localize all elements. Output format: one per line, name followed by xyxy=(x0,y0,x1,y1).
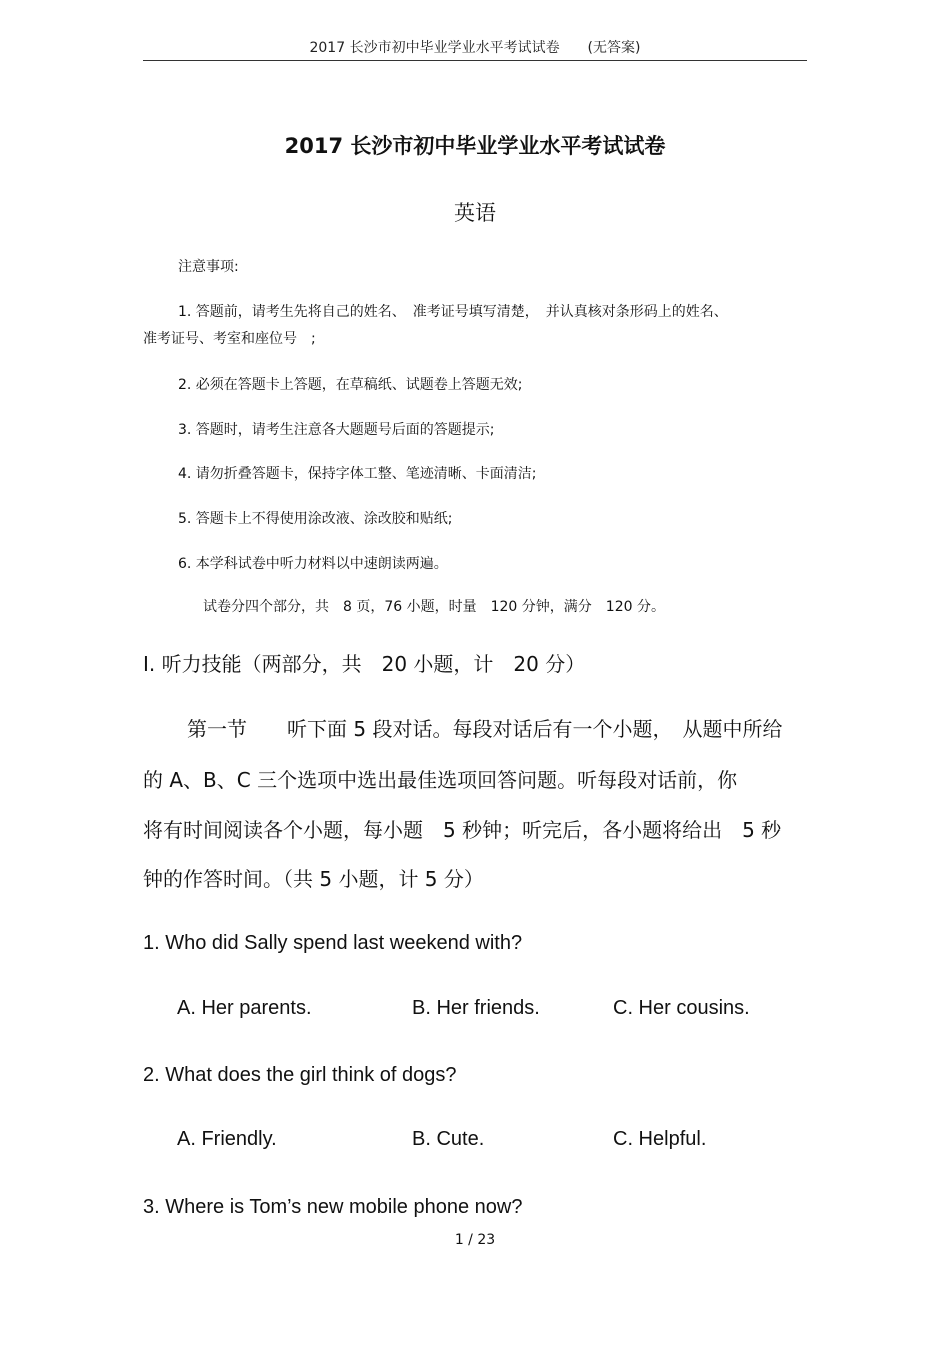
question-stem: 2. What does the girl think of dogs? xyxy=(143,1064,457,1086)
note-item-4: 4. 请勿折叠答题卡，保持字体工整、笔迹清晰、卡面清洁; xyxy=(178,466,537,482)
instruction-line-3: 将有时间阅读各个小题，每小题 5 秒钟；听完后，各小题将给出 5 秒 xyxy=(143,818,782,842)
option-b: B. Cute. xyxy=(412,1128,485,1150)
instruction-line-4: 钟的作答时间。（共 5 小题，计 5 分） xyxy=(143,867,484,891)
exam-subject: 英语 xyxy=(454,201,496,225)
option-a: A. Friendly. xyxy=(177,1128,277,1150)
instruction-line-1: 第一节 听下面 5 段对话。每段对话后有一个小题， 从题中所给 xyxy=(187,717,783,741)
page-number: 1 / 23 xyxy=(454,1232,496,1248)
note-item-1-cont: 准考证号、考室和座位号 ; xyxy=(143,331,316,347)
question-stem: 3. Where is Tom’s new mobile phone now? xyxy=(143,1196,523,1218)
section-heading: Ⅰ. 听力技能（两部分，共 20 小题，计 20 分） xyxy=(143,652,586,676)
notes-heading: 注意事项: xyxy=(178,259,239,275)
note-item-6: 6. 本学科试卷中听力材料以中速朗读两遍。 xyxy=(178,556,448,572)
note-item-2: 2. 必须在答题卡上答题，在草稿纸、试题卷上答题无效; xyxy=(178,377,523,393)
exam-title: 2017 长沙市初中毕业学业水平考试试卷 xyxy=(284,134,666,158)
exam-summary: 试卷分四个部分，共 8 页，76 小题，时量 120 分钟，满分 120 分。 xyxy=(203,599,665,615)
note-item-3: 3. 答题时，请考生注意各大题题号后面的答题提示; xyxy=(178,422,495,438)
option-b: B. Her friends. xyxy=(412,997,540,1019)
option-c: C. Helpful. xyxy=(613,1128,707,1150)
instruction-line-2: 的 A、B、C 三个选项中选出最佳选项回答问题。听每段对话前，你 xyxy=(143,768,738,792)
note-item-5: 5. 答题卡上不得使用涂改液、涂改胶和贴纸; xyxy=(178,511,453,527)
question-stem: 1. Who did Sally spend last weekend with? xyxy=(143,932,523,954)
header-divider xyxy=(143,60,807,61)
note-item-1: 1. 答题前，请考生先将自己的姓名、 准考证号填写清楚， 并认真核对条形码上的姓名、 xyxy=(178,304,728,320)
option-c: C. Her cousins. xyxy=(613,997,750,1019)
option-a: A. Her parents. xyxy=(177,997,312,1019)
running-header: 2017 长沙市初中毕业学业水平考试试卷 (无答案) xyxy=(309,40,641,56)
